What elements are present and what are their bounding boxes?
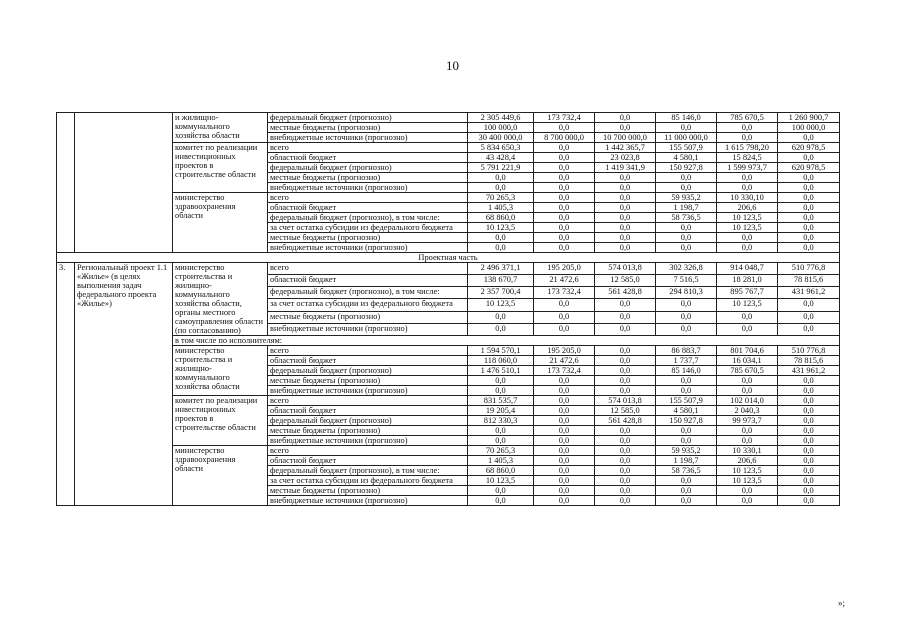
amount-cell: 302 326,8: [656, 263, 717, 275]
amount-cell: 118 060,0: [468, 356, 534, 366]
amount-cell: 0,0: [717, 233, 778, 243]
amount-cell: 206,6: [717, 203, 778, 213]
amount-cell: 30 400 000,0: [468, 133, 534, 143]
amount-cell: 1 198,7: [656, 203, 717, 213]
amount-cell: 0,0: [656, 243, 717, 253]
funding-source-cell: местные бюджеты (прогнозно): [268, 426, 468, 436]
amount-cell: 620 978,5: [778, 163, 840, 173]
amount-cell: 0,0: [595, 476, 656, 486]
amount-cell: 12 585,0: [595, 406, 656, 416]
amount-cell: 150 927,8: [656, 163, 717, 173]
amount-cell: 78 815,6: [778, 275, 840, 287]
amount-cell: 510 776,8: [778, 346, 840, 356]
amount-cell: 1 198,7: [656, 456, 717, 466]
funding-source-cell: областной бюджет: [268, 406, 468, 416]
amount-cell: 0,0: [595, 496, 656, 506]
amount-cell: 4 580,1: [656, 153, 717, 163]
amount-cell: 155 507,9: [656, 396, 717, 406]
amount-cell: 7 516,5: [656, 275, 717, 287]
amount-cell: 78 815,6: [778, 356, 840, 366]
funding-source-cell: всего: [268, 346, 468, 356]
amount-cell: 0,0: [468, 233, 534, 243]
amount-cell: 0,0: [595, 446, 656, 456]
amount-cell: 0,0: [717, 376, 778, 386]
amount-cell: 0,0: [534, 243, 595, 253]
amount-cell: 0,0: [656, 376, 717, 386]
amount-cell: 0,0: [534, 143, 595, 153]
funding-source-cell: областной бюджет: [268, 456, 468, 466]
amount-cell: 12 585,0: [595, 275, 656, 287]
page-number: 10: [446, 58, 459, 73]
funding-source-cell: федеральный бюджет (прогнозно): [268, 113, 468, 123]
executor-cell: министерство здравоохранения области: [173, 446, 268, 506]
amount-cell: 0,0: [717, 386, 778, 396]
amount-cell: 0,0: [656, 311, 717, 323]
amount-cell: 561 428,8: [595, 287, 656, 299]
amount-cell: 561 428,8: [595, 416, 656, 426]
amount-cell: 19 205,4: [468, 406, 534, 416]
amount-cell: 0,0: [717, 173, 778, 183]
amount-cell: 0,0: [534, 406, 595, 416]
amount-cell: 85 146,0: [656, 113, 717, 123]
amount-cell: 574 013,8: [595, 263, 656, 275]
amount-cell: 0,0: [595, 233, 656, 243]
funding-source-cell: местные бюджеты (прогнозно): [268, 486, 468, 496]
amount-cell: 0,0: [595, 123, 656, 133]
amount-cell: 58 736,5: [656, 466, 717, 476]
amount-cell: 58 736,5: [656, 213, 717, 223]
amount-cell: 0,0: [534, 436, 595, 446]
table-row: [57, 346, 840, 356]
amount-cell: 173 732,4: [534, 113, 595, 123]
amount-cell: 206,6: [717, 456, 778, 466]
amount-cell: 0,0: [717, 243, 778, 253]
funding-source-cell: местные бюджеты (прогнозно): [268, 173, 468, 183]
executor-cell: и жилищно-коммунального хозяйства области: [173, 113, 268, 143]
amount-cell: 0,0: [534, 233, 595, 243]
amount-cell: 0,0: [778, 416, 840, 426]
amount-cell: 0,0: [595, 213, 656, 223]
amount-cell: 0,0: [534, 193, 595, 203]
amount-cell: 2 040,3: [717, 406, 778, 416]
amount-cell: 99 973,7: [717, 416, 778, 426]
amount-cell: 510 776,8: [778, 263, 840, 275]
amount-cell: 0,0: [595, 456, 656, 466]
amount-cell: 0,0: [778, 193, 840, 203]
funding-source-cell: местные бюджеты (прогнозно): [268, 233, 468, 243]
amount-cell: 812 330,3: [468, 416, 534, 426]
amount-cell: 0,0: [778, 213, 840, 223]
amount-cell: 0,0: [595, 466, 656, 476]
amount-cell: 0,0: [534, 173, 595, 183]
amount-cell: 0,0: [534, 476, 595, 486]
amount-cell: 0,0: [595, 436, 656, 446]
amount-cell: 195 205,0: [534, 346, 595, 356]
table-row: [57, 193, 840, 203]
amount-cell: 0,0: [534, 183, 595, 193]
amount-cell: 801 704,6: [717, 346, 778, 356]
amount-cell: 5 834 650,3: [468, 143, 534, 153]
amount-cell: 0,0: [534, 376, 595, 386]
amount-cell: 0,0: [534, 486, 595, 496]
amount-cell: 0,0: [656, 123, 717, 133]
amount-cell: 59 935,2: [656, 193, 717, 203]
funding-source-cell: местные бюджеты (прогнозно): [268, 376, 468, 386]
amount-cell: 0,0: [595, 223, 656, 233]
amount-cell: 0,0: [778, 406, 840, 416]
amount-cell: 0,0: [534, 323, 595, 335]
amount-cell: 4 580,1: [656, 406, 717, 416]
amount-cell: 68 860,0: [468, 213, 534, 223]
amount-cell: 0,0: [717, 183, 778, 193]
funding-source-cell: за счет остатка субсидии из федерального бюджета: [268, 476, 468, 486]
amount-cell: 0,0: [534, 496, 595, 506]
amount-cell: 0,0: [468, 173, 534, 183]
funding-source-cell: областной бюджет: [268, 203, 468, 213]
executor-cell: министерство строительства и жилищно-коммунального хозяйства области, органы местного самоуправления области (по согласованию): [173, 263, 268, 336]
funding-source-cell: федеральный бюджет (прогнозно): [268, 366, 468, 376]
amount-cell: 574 013,8: [595, 396, 656, 406]
amount-cell: 0,0: [468, 386, 534, 396]
funding-source-cell: всего: [268, 263, 468, 275]
amount-cell: 0,0: [595, 426, 656, 436]
amount-cell: 0,0: [534, 446, 595, 456]
amount-cell: 0,0: [656, 486, 717, 496]
amount-cell: 0,0: [534, 426, 595, 436]
executor-cell: комитет по реализации инвестиционных проектов в строительстве области: [173, 143, 268, 193]
amount-cell: 0,0: [534, 213, 595, 223]
amount-cell: 0,0: [534, 153, 595, 163]
amount-cell: 0,0: [595, 243, 656, 253]
amount-cell: 0,0: [534, 223, 595, 233]
subhead-row: [57, 336, 840, 346]
amount-cell: 0,0: [595, 203, 656, 213]
amount-cell: 620 978,5: [778, 143, 840, 153]
amount-cell: 100 000,0: [468, 123, 534, 133]
section-row: [57, 253, 840, 263]
amount-cell: 1 419 341,9: [595, 163, 656, 173]
amount-cell: 0,0: [595, 486, 656, 496]
amount-cell: 0,0: [656, 173, 717, 183]
amount-cell: 0,0: [717, 486, 778, 496]
amount-cell: 1 405,3: [468, 203, 534, 213]
row-number-cell: 3.: [57, 263, 75, 506]
amount-cell: 0,0: [534, 416, 595, 426]
amount-cell: 0,0: [468, 376, 534, 386]
amount-cell: 2 305 449,6: [468, 113, 534, 123]
table-row: [57, 446, 840, 456]
amount-cell: 23 023,8: [595, 153, 656, 163]
executor-cell: министерство строительства и жилищно-коммунального хозяйства области: [173, 346, 268, 396]
amount-cell: 0,0: [717, 133, 778, 143]
amount-cell: 0,0: [468, 323, 534, 335]
amount-cell: 100 000,0: [778, 123, 840, 133]
amount-cell: 0,0: [534, 311, 595, 323]
amount-cell: 43 428,4: [468, 153, 534, 163]
amount-cell: 1 594 570,1: [468, 346, 534, 356]
funding-source-cell: внебюджетные источники (прогнозно): [268, 323, 468, 335]
amount-cell: 10 123,5: [717, 299, 778, 311]
amount-cell: 0,0: [534, 396, 595, 406]
amount-cell: 150 927,8: [656, 416, 717, 426]
section-title: Проектная часть: [57, 253, 840, 263]
funding-source-cell: внебюджетные источники (прогнозно): [268, 496, 468, 506]
amount-cell: 10 123,5: [468, 476, 534, 486]
amount-cell: 0,0: [468, 426, 534, 436]
closing-quote-mark: »;: [838, 598, 846, 608]
funding-source-cell: областной бюджет: [268, 153, 468, 163]
funding-source-cell: местные бюджеты (прогнозно): [268, 123, 468, 133]
amount-cell: 0,0: [656, 183, 717, 193]
amount-cell: 0,0: [778, 436, 840, 446]
amount-cell: 0,0: [595, 193, 656, 203]
amount-cell: 0,0: [778, 223, 840, 233]
amount-cell: 138 670,7: [468, 275, 534, 287]
amount-cell: 10 330,10: [717, 193, 778, 203]
amount-cell: 0,0: [717, 311, 778, 323]
amount-cell: 0,0: [595, 366, 656, 376]
amount-cell: 85 146,0: [656, 366, 717, 376]
amount-cell: 294 810,3: [656, 287, 717, 299]
funding-source-cell: федеральный бюджет (прогнозно), в том числе:: [268, 213, 468, 223]
amount-cell: 18 281,0: [717, 275, 778, 287]
amount-cell: 0,0: [778, 311, 840, 323]
amount-cell: 0,0: [595, 323, 656, 335]
amount-cell: 0,0: [595, 299, 656, 311]
amount-cell: 0,0: [778, 386, 840, 396]
amount-cell: 785 670,5: [717, 113, 778, 123]
amount-cell: 0,0: [656, 299, 717, 311]
amount-cell: 0,0: [595, 311, 656, 323]
amount-cell: 0,0: [778, 323, 840, 335]
amount-cell: 0,0: [778, 476, 840, 486]
funding-source-cell: за счет остатка субсидии из федерального бюджета: [268, 299, 468, 311]
funding-source-cell: областной бюджет: [268, 275, 468, 287]
amount-cell: 0,0: [468, 496, 534, 506]
funding-source-cell: внебюджетные источники (прогнозно): [268, 386, 468, 396]
amount-cell: 0,0: [468, 183, 534, 193]
amount-cell: 0,0: [595, 386, 656, 396]
amount-cell: 1 442 365,7: [595, 143, 656, 153]
amount-cell: 1 615 798,20: [717, 143, 778, 153]
amount-cell: 10 123,5: [717, 466, 778, 476]
amount-cell: 831 535,7: [468, 396, 534, 406]
event-name-cell: [75, 113, 173, 253]
executor-cell: министерство здравоохранения области: [173, 193, 268, 253]
amount-cell: 0,0: [656, 386, 717, 396]
amount-cell: 0,0: [468, 436, 534, 446]
amount-cell: 0,0: [656, 223, 717, 233]
amount-cell: 0,0: [656, 476, 717, 486]
amount-cell: 0,0: [717, 496, 778, 506]
funding-source-cell: за счет остатка субсидии из федерального бюджета: [268, 223, 468, 233]
amount-cell: 0,0: [717, 436, 778, 446]
funding-source-cell: областной бюджет: [268, 356, 468, 366]
amount-cell: 68 860,0: [468, 466, 534, 476]
amount-cell: 0,0: [656, 436, 717, 446]
amount-cell: 785 670,5: [717, 366, 778, 376]
amount-cell: 0,0: [778, 153, 840, 163]
funding-source-cell: федеральный бюджет (прогнозно): [268, 416, 468, 426]
amount-cell: 0,0: [778, 183, 840, 193]
amount-cell: 1 260 900,7: [778, 113, 840, 123]
table-row: [57, 113, 840, 123]
amount-cell: 0,0: [534, 123, 595, 133]
amount-cell: 0,0: [468, 311, 534, 323]
amount-cell: 0,0: [717, 123, 778, 133]
amount-cell: 0,0: [656, 323, 717, 335]
amount-cell: 1 405,3: [468, 456, 534, 466]
amount-cell: 173 732,4: [534, 366, 595, 376]
amount-cell: 0,0: [778, 203, 840, 213]
amount-cell: 0,0: [595, 346, 656, 356]
amount-cell: 155 507,9: [656, 143, 717, 153]
amount-cell: 0,0: [534, 163, 595, 173]
amount-cell: 173 732,4: [534, 287, 595, 299]
amount-cell: 0,0: [717, 323, 778, 335]
funding-source-cell: всего: [268, 446, 468, 456]
amount-cell: 2 496 371,1: [468, 263, 534, 275]
amount-cell: 0,0: [595, 173, 656, 183]
funding-source-cell: федеральный бюджет (прогнозно), в том числе:: [268, 287, 468, 299]
amount-cell: 914 048,7: [717, 263, 778, 275]
amount-cell: 0,0: [534, 456, 595, 466]
funding-source-cell: внебюджетные источники (прогнозно): [268, 436, 468, 446]
funding-source-cell: местные бюджеты (прогнозно): [268, 311, 468, 323]
amount-cell: 1 737,7: [656, 356, 717, 366]
amount-cell: 86 883,7: [656, 346, 717, 356]
amount-cell: 0,0: [534, 299, 595, 311]
amount-cell: 0,0: [656, 496, 717, 506]
amount-cell: 0,0: [778, 426, 840, 436]
amount-cell: 0,0: [778, 243, 840, 253]
amount-cell: 895 767,7: [717, 287, 778, 299]
amount-cell: 431 961,2: [778, 287, 840, 299]
amount-cell: 10 700 000,0: [595, 133, 656, 143]
table-row: [57, 396, 840, 406]
amount-cell: 21 472,6: [534, 275, 595, 287]
amount-cell: 0,0: [534, 466, 595, 476]
amount-cell: 5 791 221,9: [468, 163, 534, 173]
amount-cell: 0,0: [778, 133, 840, 143]
amount-cell: 2 357 700,4: [468, 287, 534, 299]
amount-cell: 0,0: [778, 486, 840, 496]
amount-cell: 59 935,2: [656, 446, 717, 456]
amount-cell: 21 472,6: [534, 356, 595, 366]
amount-cell: 0,0: [778, 173, 840, 183]
funding-table: [56, 112, 840, 506]
amount-cell: 0,0: [595, 183, 656, 193]
amount-cell: 0,0: [778, 376, 840, 386]
amount-cell: 0,0: [778, 456, 840, 466]
amount-cell: 0,0: [778, 446, 840, 456]
amount-cell: 0,0: [656, 233, 717, 243]
funding-source-cell: внебюджетные источники (прогнозно): [268, 183, 468, 193]
funding-source-cell: внебюджетные источники (прогнозно): [268, 133, 468, 143]
funding-source-cell: федеральный бюджет (прогнозно): [268, 163, 468, 173]
amount-cell: 1 476 510,1: [468, 366, 534, 376]
amount-cell: 0,0: [534, 203, 595, 213]
amount-cell: 70 265,3: [468, 446, 534, 456]
amount-cell: 102 014,0: [717, 396, 778, 406]
amount-cell: 10 123,5: [468, 223, 534, 233]
amount-cell: 195 205,0: [534, 263, 595, 275]
amount-cell: 0,0: [778, 396, 840, 406]
table-row: [57, 143, 840, 153]
amount-cell: 16 034,1: [717, 356, 778, 366]
amount-cell: 11 000 000,0: [656, 133, 717, 143]
amount-cell: 8 700 000,0: [534, 133, 595, 143]
table-row: [57, 263, 840, 275]
amount-cell: 431 961,2: [778, 366, 840, 376]
funding-source-cell: федеральный бюджет (прогнозно), в том числе:: [268, 466, 468, 476]
amount-cell: 0,0: [778, 466, 840, 476]
amount-cell: 10 330,1: [717, 446, 778, 456]
funding-source-cell: всего: [268, 396, 468, 406]
amount-cell: 10 123,5: [717, 223, 778, 233]
funding-source-cell: внебюджетные источники (прогнозно): [268, 243, 468, 253]
amount-cell: 0,0: [534, 386, 595, 396]
amount-cell: 0,0: [778, 496, 840, 506]
amount-cell: 0,0: [778, 299, 840, 311]
amount-cell: 0,0: [595, 356, 656, 366]
amount-cell: 0,0: [595, 376, 656, 386]
row-number-cell: [57, 113, 75, 253]
executor-cell: комитет по реализации инвестиционных проектов в строительстве области: [173, 396, 268, 446]
event-name-cell: Региональный проект 1.1 «Жилье» (в целях выполнения задач федерального проекта «Жилье»): [75, 263, 173, 506]
amount-cell: 0,0: [468, 486, 534, 496]
amount-cell: 0,0: [717, 426, 778, 436]
amount-cell: 70 265,3: [468, 193, 534, 203]
amount-cell: 1 599 973,7: [717, 163, 778, 173]
amount-cell: 0,0: [468, 243, 534, 253]
amount-cell: 10 123,5: [717, 476, 778, 486]
funding-source-cell: всего: [268, 193, 468, 203]
amount-cell: 15 824,5: [717, 153, 778, 163]
amount-cell: 0,0: [595, 113, 656, 123]
executors-subhead: в том числе по исполнителям:: [173, 336, 840, 346]
amount-cell: 0,0: [778, 233, 840, 243]
funding-source-cell: всего: [268, 143, 468, 153]
amount-cell: 0,0: [656, 426, 717, 436]
amount-cell: 10 123,5: [468, 299, 534, 311]
amount-cell: 10 123,5: [717, 213, 778, 223]
